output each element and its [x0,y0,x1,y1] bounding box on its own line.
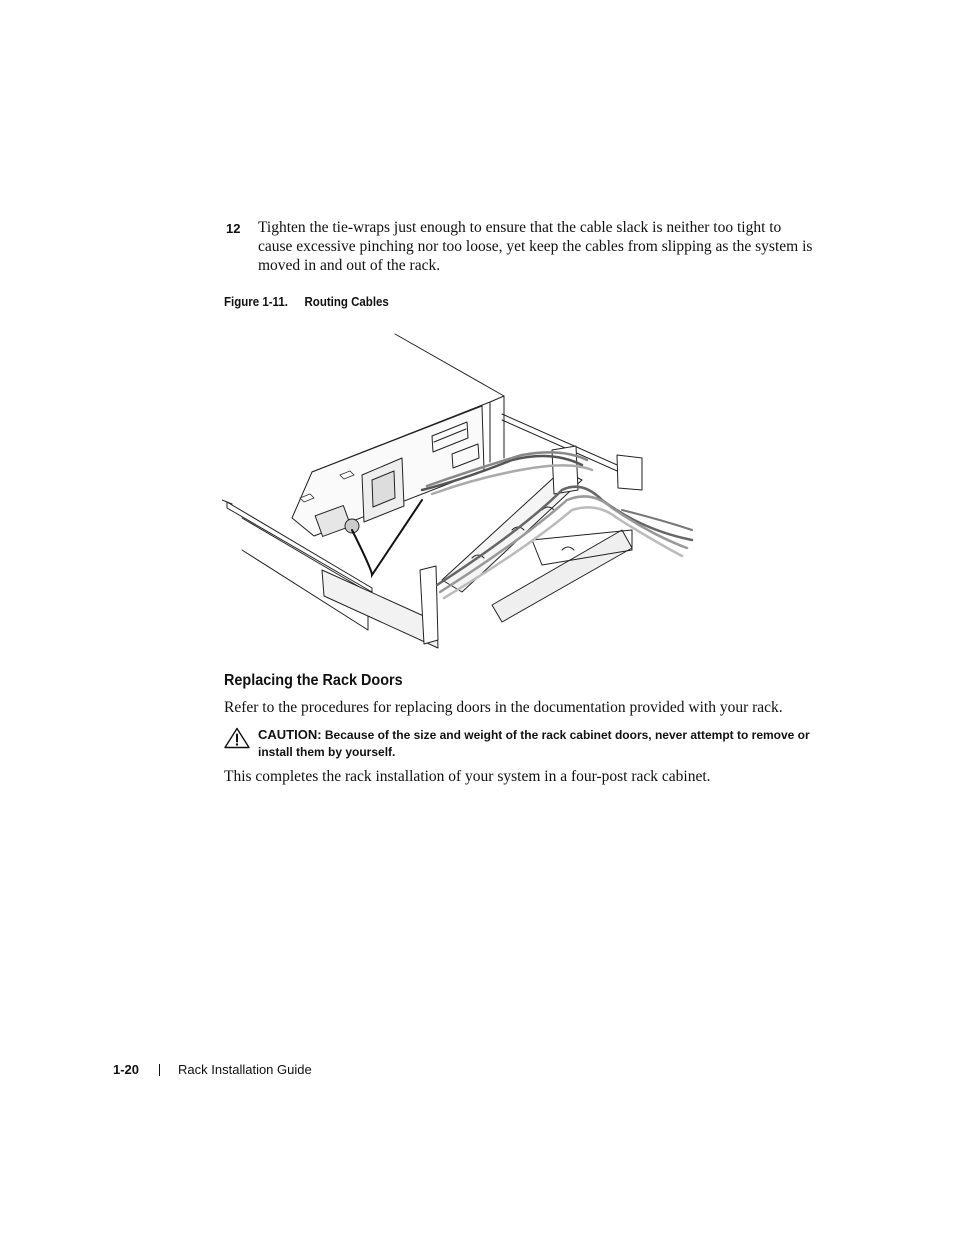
step-12 [226,218,826,275]
page-footer [113,1062,312,1077]
section-heading: Replacing the Rack Doors [224,672,403,689]
page-number: 1-20 [113,1062,140,1077]
warning-triangle-icon [224,727,250,749]
step-text: Tighten the tie-wraps just enough to ensure that the cable slack is neither too tight to cause excessive pinching nor too loose, yet keep the cables from slipping as the system is moved in and out of the rack. [258,219,813,274]
closing-text: This completes the rack installation of your system in a four-post rack cabinet. [224,768,711,785]
step-number: 12 [226,221,241,236]
footer-separator [159,1064,160,1076]
figure-title: Routing Cables [304,295,389,309]
caution-label: CAUTION: [258,727,322,742]
section-intro: Refer to the procedures for replacing doors in the documentation provided with your rack. [224,699,783,716]
document-title: Rack Installation Guide [178,1062,312,1077]
routing-cables-illustration [222,330,702,655]
caution-text [258,726,818,761]
figure-label: Figure 1-11. [224,295,288,309]
caution-notice [224,726,824,761]
figure-caption [224,295,389,309]
caution-body: Because of the size and weight of the rack cabinet doors, never attempt to remove or install them by yourself. [258,728,810,759]
